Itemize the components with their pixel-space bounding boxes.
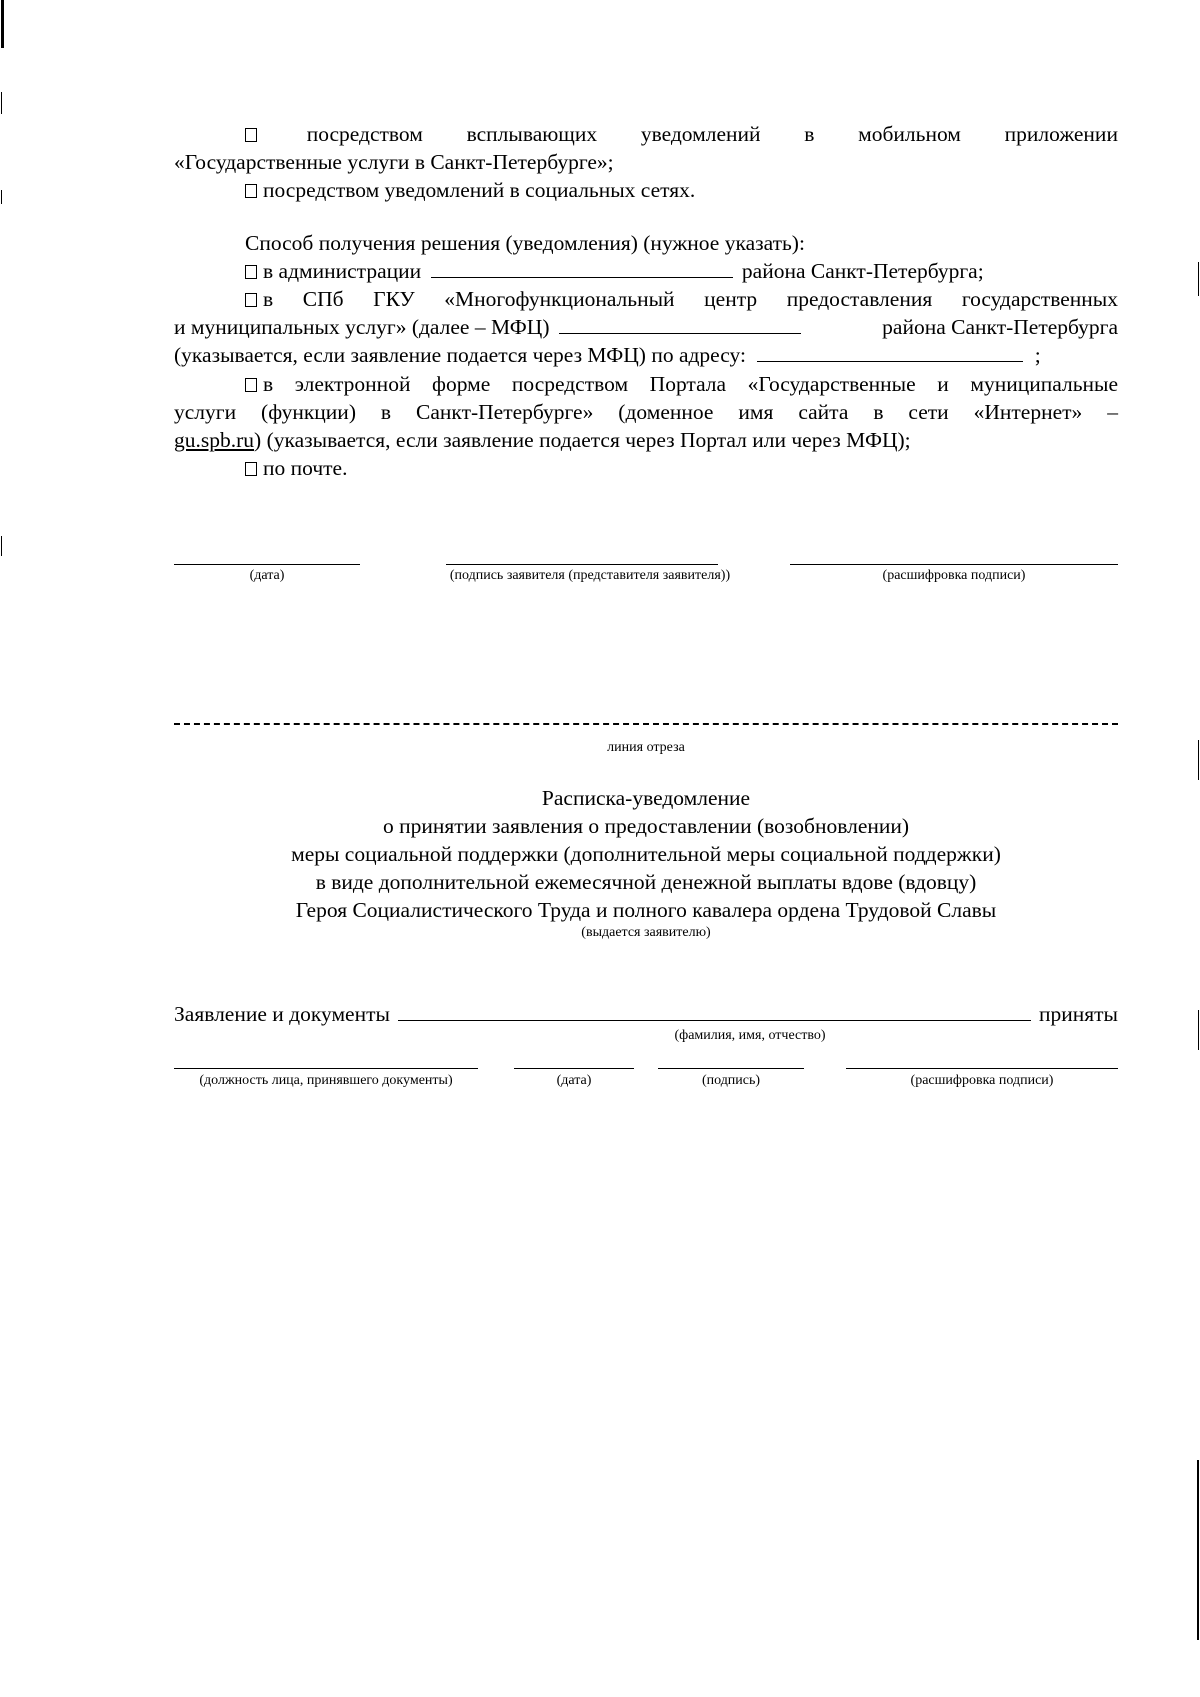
option-mail-label: по почте. xyxy=(263,456,348,480)
scan-artifact-right xyxy=(1197,1460,1199,1640)
word: мобильном xyxy=(858,122,961,146)
signature-line[interactable] xyxy=(446,564,718,565)
word: всплывающих xyxy=(466,122,598,146)
portal-link[interactable]: gu.spb.ru xyxy=(174,428,255,452)
option-mail xyxy=(174,454,1118,482)
option-push-line2: «Государственные услуги в Санкт-Петербурге»; xyxy=(174,150,614,174)
receipt-method-heading: Способ получения решения (уведомления) (нужное указать): xyxy=(245,231,805,255)
option-social xyxy=(174,176,1118,204)
mfc-address-field[interactable] xyxy=(757,343,1023,362)
accepted-prefix: Заявление и документы xyxy=(174,1002,390,1026)
receipt-title-line-5: Героя Социалистического Труда и полного кавалера ордена Трудовой Славы xyxy=(295,898,997,922)
position-line[interactable] xyxy=(174,1068,478,1069)
checkbox-mail[interactable] xyxy=(245,462,257,476)
checkbox-admin[interactable] xyxy=(245,265,257,279)
position-caption: (должность лица, принявшего документы) xyxy=(199,1073,453,1088)
scan-artifact-left xyxy=(1,190,2,204)
word: посредством xyxy=(306,122,423,146)
receipt-date-line[interactable] xyxy=(514,1068,634,1069)
receipt-decode-line[interactable] xyxy=(846,1068,1118,1069)
receipt-signature-caption: (подпись) xyxy=(701,1073,761,1088)
cut-line-caption: линия отреза xyxy=(607,740,685,755)
fio-field[interactable] xyxy=(398,1002,1031,1021)
date-line[interactable] xyxy=(174,564,360,565)
option-mfc-line1 xyxy=(174,285,1118,313)
option-portal-text: в электронной форме посредством Портала «Государственные и муниципальные xyxy=(263,372,1118,396)
scan-artifact-right xyxy=(1198,1010,1199,1050)
scan-artifact-right xyxy=(1198,262,1199,296)
scan-artifact-left-top xyxy=(1,0,4,48)
decode-caption: (расшифровка подписи) xyxy=(882,568,1026,583)
word: в xyxy=(804,122,815,146)
option-mfc-address-suffix: ; xyxy=(1034,343,1041,367)
scan-artifact-left xyxy=(1,536,2,556)
option-mfc-suffix: района Санкт-Петербурга xyxy=(882,315,1118,339)
checkbox-mfc[interactable] xyxy=(245,293,257,307)
scan-artifact-right xyxy=(1198,740,1199,780)
accepted-line xyxy=(174,1000,1118,1028)
word: уведомлений xyxy=(640,122,761,146)
option-mfc-prefix: и муниципальных услуг» (далее – МФЦ) xyxy=(174,315,550,339)
option-mfc-address-prefix: (указывается, если заявление подается через МФЦ) по адресу: xyxy=(174,343,746,367)
date-caption: (дата) xyxy=(249,568,285,583)
fio-caption: (фамилия, имя, отчество) xyxy=(674,1028,826,1043)
receipt-title-line-4: в виде дополнительной ежемесячной денежной выплаты вдове (вдовцу) xyxy=(315,870,977,894)
option-portal-line1 xyxy=(174,370,1118,398)
option-admin xyxy=(174,257,1118,285)
option-mfc-line2 xyxy=(174,313,1118,341)
scan-artifact-left xyxy=(1,92,2,114)
cut-line xyxy=(174,723,1118,725)
option-portal-suffix: ) (указывается, если заявление подается через Портал или через МФЦ); xyxy=(254,428,911,452)
option-mfc-line3 xyxy=(174,341,1118,369)
checkbox-portal[interactable] xyxy=(245,378,257,392)
accepted-suffix: приняты xyxy=(1039,1002,1118,1026)
option-social-label: посредством уведомлений в социальных сетях. xyxy=(263,178,696,202)
checkbox-social[interactable] xyxy=(245,184,257,198)
receipt-decode-caption: (расшифровка подписи) xyxy=(910,1073,1054,1088)
receipt-title-line-3: меры социальной поддержки (дополнительной меры социальной поддержки) xyxy=(291,842,1001,866)
checkbox-push[interactable] xyxy=(245,120,263,148)
option-admin-prefix: в администрации xyxy=(263,259,422,283)
mfc-district-field[interactable] xyxy=(559,315,801,334)
receipt-signature-line[interactable] xyxy=(658,1068,804,1069)
admin-district-field[interactable] xyxy=(431,259,733,278)
option-push-line1 xyxy=(174,120,1118,148)
option-admin-suffix: района Санкт-Петербурга; xyxy=(741,259,984,283)
word: приложении xyxy=(1004,122,1118,146)
signature-caption: (подпись заявителя (представителя заявителя)) xyxy=(449,568,731,583)
receipt-date-caption: (дата) xyxy=(556,1073,592,1088)
receipt-subtitle: (выдается заявителю) xyxy=(581,925,711,940)
receipt-title-line-1: Расписка-уведомление xyxy=(541,786,751,810)
option-mfc-text: в СПб ГКУ «Многофункциональный центр предоставления государственных xyxy=(263,287,1118,311)
receipt-title-line-2: о принятии заявления о предоставлении (возобновлении) xyxy=(382,814,910,838)
option-portal-line2: услуги (функции) в Санкт-Петербурге» (доменное имя сайта в сети «Интернет» – xyxy=(174,400,1118,424)
decode-line[interactable] xyxy=(790,564,1118,565)
option-portal-line3 xyxy=(174,426,1118,454)
